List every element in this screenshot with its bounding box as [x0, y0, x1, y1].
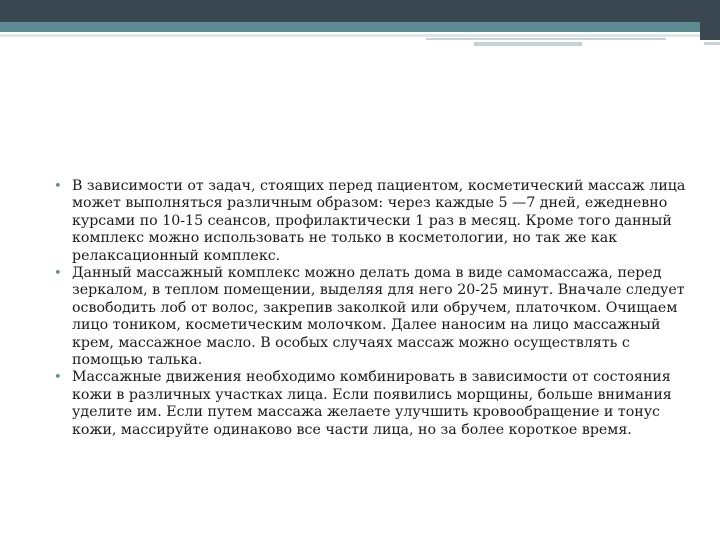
bullet-text: Массажные движения необходимо комбинировать в зависимости от состояния кожи в различных участках лица. Если появились морщины, больше внимания уделите им. Если путем массажа желаете улучшить кровообращение и тонус кожи, массируйте одинаково все части лица, но за более короткое время. [72, 369, 672, 438]
header-corner-accent [700, 0, 720, 40]
bullet-list [46, 178, 686, 439]
bullet-text: В зависимости от задач, стоящих перед пациентом, косметический массаж лица может выполняться различным образом: через каждые 5 —7 дней, ежедневно курсами по 10-15 сеансов, профилактически 1 раз в месяц. Кроме того данный комплекс можно использовать не только в косметологии, но так же как релаксационный комплекс. [72, 178, 686, 264]
bullet-item [46, 369, 686, 439]
header-band-teal [0, 22, 700, 32]
bullet-dot-icon: • [54, 179, 62, 194]
bullet-item [46, 178, 686, 265]
header-divider-line [0, 34, 700, 37]
slide-body [46, 178, 686, 439]
header-divider-line [704, 42, 720, 45]
header-divider-line [474, 42, 582, 46]
header-divider-line [426, 38, 666, 40]
bullet-dot-icon: • [54, 370, 62, 386]
header-band-dark [0, 0, 720, 22]
bullet-dot-icon: • [54, 266, 62, 282]
bullet-item [46, 265, 686, 369]
bullet-text: Данный массажный комплекс можно делать дома в виде самомассажа, перед зеркалом, в теплом помещении, выделяя для него 20-25 минут. Вначале следует освободить лоб от волос, закрепив заколкой или обручем, платочком. Очищаем лицо тоником, косметическим молочком. Далее наносим на лицо массажный крем, массажное масло. В особых случаях массаж можно осуществлять с помощью талька. [72, 265, 685, 369]
